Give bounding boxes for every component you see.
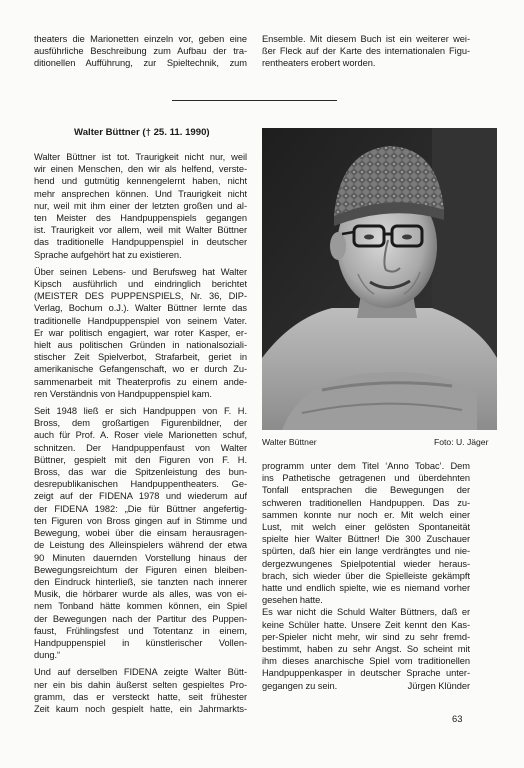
text-line: brach, sich wieder über die Spielleiste gekämpft — [262, 570, 470, 581]
text-line: Büttner, gespielt mit den Figuren von F. H. — [34, 454, 247, 465]
paragraph-4 — [34, 666, 247, 715]
text-line: nem Tonband hätte kommen können, ein Spiel — [34, 601, 247, 612]
text-line: amerikanische Gefangenschaft, wo er durch Zu- — [34, 364, 247, 375]
text-line: zeigt auf der FIDENA 1978 und wiederum auf — [34, 491, 247, 502]
text-line: Verlag, Bochum o.J.). Walter Büttner lernte das — [34, 303, 247, 314]
text-line: ditionellen Aufführung, zur Spieltechnik, zum — [34, 58, 247, 69]
top-right-text — [262, 33, 470, 70]
text-line: traditionelle Handpuppenspiel von seinem Vater. — [34, 315, 247, 326]
text-line: wir einen Menschen, den wir als helfend, verste- — [34, 164, 247, 175]
paragraph-6 — [262, 606, 470, 691]
text-line: ren Verständnis von Handpuppenspiel kam. — [34, 388, 212, 399]
text-line: sammen konnte nur noch er. Mit welch einer — [262, 509, 470, 520]
signature-line — [262, 680, 470, 692]
top-left-paragraph — [34, 33, 247, 70]
text-line: das traditionelle Handpuppenspiel in deutscher — [34, 237, 247, 248]
top-left-text — [34, 33, 247, 70]
text-line: gegangen zu sein. — [262, 680, 338, 691]
text-line: ten Meister des Handpuppenspiels gegangen — [34, 213, 247, 224]
text-line: 90 Minuten dauernden Vorstellung hinaus der — [34, 552, 247, 563]
text-line: (MEISTER DES PUPPENSPIELS, Nr. 36, DIP- — [34, 291, 247, 302]
paragraph-2 — [34, 266, 247, 400]
text-line: Seit 1948 ließ er sich Handpuppen von F. H. — [34, 406, 247, 417]
text-line: der Bewegungen nach der Partitur des Puppen- — [34, 613, 247, 624]
portrait-photo — [262, 128, 497, 430]
author-signature: Jürgen Klünder — [407, 680, 470, 691]
text-line: Handpuppenspiel in künstlerischer Vollen- — [34, 637, 247, 648]
text-line: Bewegungsreichtum der Figuren einen bleiben- — [34, 564, 247, 575]
text-line: schweren traditionellen Handpuppen. Das zu- — [262, 497, 470, 508]
text-line: spielte hier Walter Büttner! Die 300 Zuschauer — [262, 534, 470, 545]
text-line: rentheaters erobert worden. — [262, 58, 376, 69]
text-line: ausführliche Beschreibung zum Aufbau der tra- — [34, 46, 247, 57]
text-line: de Leistung des Alleinspielers während der etwa — [34, 540, 247, 551]
text-line: spürten, daß hier ein lange verdrängtes und nie- — [262, 546, 470, 557]
text-line: dergezwungenes Spielpotential wieder heraus- — [262, 558, 470, 569]
text-line: stischer Zeit Spielverbot, Strafarbeit, geriet in — [34, 352, 247, 363]
text-line: Bewegung, wobei über die einsam herausragen- — [34, 528, 247, 539]
text-line: nur, weil mit ihm einer der letzten großen und al- — [34, 200, 247, 211]
text-line: programm unter dem Titel ‘Anno Tobac’. Dem — [262, 461, 470, 471]
text-line: keine Schüler hatte. Unsere Zeit kennt den Kas- — [262, 619, 470, 630]
text-line: Bross, dem großartigen Figurenbildner, der — [34, 418, 247, 429]
text-line: auch für Prof. A. Roser viele Marionetten schuf, — [34, 430, 247, 441]
text-line: hatte und endlich spielte, wie es niemand vorher — [262, 583, 470, 594]
text-line: mehr ansprechen können. Und Traurigkeit nicht — [34, 188, 247, 199]
text-line: schnitzen. Der Handpuppenfaust von Walter — [34, 442, 247, 453]
text-line: Bross, das war die Spitzenleistung des bun- — [34, 467, 247, 478]
text-line: per-Spieler nicht mehr, wir sind zu sehr fremd- — [262, 631, 470, 642]
text-line: desrepublikanischen Handpuppentheaters. Ge- — [34, 479, 247, 490]
text-line: Und auf derselben FIDENA zeigte Walter Bütt- — [34, 667, 247, 678]
text-line: ins Pathetische getragenen und überdehnten — [262, 473, 470, 484]
text-line: ihm dieses anarchische Spiel vom traditionellen — [262, 656, 470, 667]
article-left-column — [34, 151, 247, 715]
text-line: ist. Traurigkeit vor allem, weil mit Walter Büttner — [34, 225, 247, 236]
paragraph-3 — [34, 405, 247, 661]
text-line: hend und gutmütig kennengelernt haben, nicht — [34, 176, 247, 187]
text-line: Zeit kaum noch gespielt hatte, ein Jahrmarkts- — [34, 703, 247, 714]
text-line: ner ein bis dahin äußerst selten gespieltes Pro- — [34, 679, 247, 690]
page-number: 63 — [452, 713, 463, 724]
text-line: Kipsch ausführlich und eindringlich berichtet — [34, 279, 247, 290]
text-line: Lust, mit welch einer gelösten Spontaneität — [262, 522, 470, 533]
text-line: bestimmt, haben zu sehr Angst. So scheint mit — [262, 644, 470, 655]
text-line: Musik, die hörbarer wurde als alles, was von ei- — [34, 589, 247, 600]
text-line: dung.“ — [34, 650, 61, 661]
top-right-paragraph — [262, 33, 470, 70]
section-divider — [172, 100, 337, 101]
paragraph-1 — [34, 151, 247, 261]
text-line: Ensemble. Mit diesem Buch ist ein weiterer wei- — [262, 34, 470, 44]
text-line: der FIDENA 1982: „Die für Büttner angefertig- — [34, 503, 247, 514]
portrait-illustration — [262, 128, 497, 430]
photo-caption: Walter Büttner — [262, 437, 317, 447]
text-line: hielt aus politischen Gründen in nationalsoziali- — [34, 340, 247, 351]
text-line: ten Figuren von Bross gingen auf in Stimme und — [34, 515, 247, 526]
text-line: Tonfall entsprachen die Bewegungen der — [262, 485, 470, 496]
text-line: Sprache aufgehört hat zu existieren. — [34, 249, 182, 260]
article-heading: Walter Büttner († 25. 11. 1990) — [74, 127, 210, 138]
text-line: gesehen hatte. — [262, 595, 323, 606]
text-line: Er war politisch engagiert, war roter Kasper, er- — [34, 327, 247, 338]
text-line: theaters die Marionetten einzeln vor, geben eine — [34, 34, 247, 44]
text-line: faust, Frühlingsfest und Totentanz in einem, — [34, 625, 247, 636]
text-line: sammenarbeit mit Theaterprofis zu einem ande- — [34, 376, 247, 387]
text-line: Walter Büttner ist tot. Traurigkeit nicht nur, weil — [34, 152, 247, 162]
text-line: Über seinen Lebens- und Berufsweg hat Walter — [34, 266, 247, 277]
text-line: gramm, das er versteckt hatte, seit frühester — [34, 691, 247, 702]
paragraph-5 — [262, 460, 470, 606]
text-line: Handpuppenkasper in deutscher Sprache unter- — [262, 668, 470, 679]
text-line: Es war nicht die Schuld Walter Büttners, daß er — [262, 607, 470, 618]
photo-credit: Foto: U. Jäger — [434, 437, 489, 447]
article-right-column — [262, 460, 470, 692]
text-line: ßer Fleck auf der Karte des internationalen Figu- — [262, 46, 470, 57]
text-line: den Eindruck hinterließ, sie tanzten nach innerer — [34, 576, 247, 587]
